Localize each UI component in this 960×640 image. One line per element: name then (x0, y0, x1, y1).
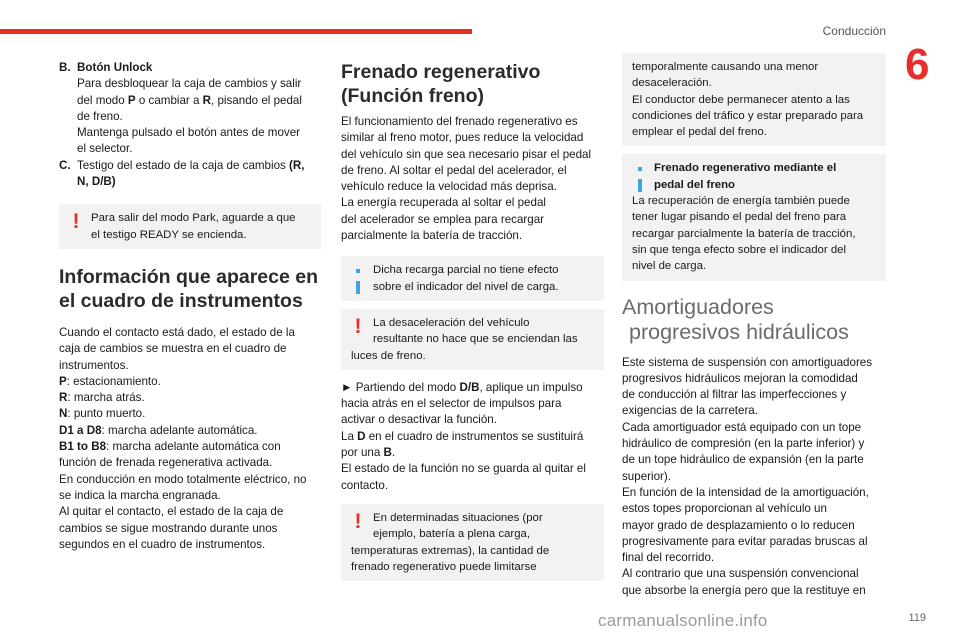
text-line: La D en el cuadro de instrumentos se sustituirá (341, 429, 584, 443)
text-line: ► Partiendo del modo D/B, aplique un impulso (341, 380, 583, 394)
warning-box-limits (341, 504, 604, 581)
warning-box-park (59, 204, 321, 249)
regen-procedure (341, 380, 604, 494)
regen-body (341, 114, 604, 244)
text-line: segundos en el cuadro de instrumentos. (59, 537, 266, 551)
text-line: activar o desactivar la función. (341, 413, 497, 427)
text-line: R: marcha atrás. (59, 391, 145, 405)
text-line: de freno. (77, 109, 123, 123)
column-3 (622, 53, 886, 599)
heading-line: Amortiguadores (622, 294, 774, 319)
column-2 (341, 60, 604, 581)
shock-absorbers-body (622, 355, 886, 599)
text-line: condiciones del tráfico y estar preparado para (632, 109, 864, 122)
list-label: C. (59, 158, 71, 172)
text-line: El funcionamiento del frenado regenerativo es (341, 115, 578, 128)
heading-line: (Función freno) (341, 85, 484, 107)
info-icon (633, 162, 647, 197)
text-line: se indica la marcha engranada. (59, 488, 221, 502)
text-line: del vehículo sin que sea necesario pisar el pedal (341, 147, 592, 161)
info-box-brake-pedal (622, 154, 886, 280)
text-line: instrumentos. (59, 358, 129, 372)
text-line: el testigo READY se encienda. (91, 228, 247, 241)
text-line: parcialmente la batería de tracción. (341, 229, 523, 243)
text-line: temperaturas extremas), la cantidad de (351, 544, 550, 557)
text-line: Al contrario que una suspensión convencional (622, 567, 859, 581)
section-title: Conducción (822, 24, 886, 38)
text-line: Mantenga pulsado el botón antes de mover (77, 126, 301, 140)
text-line: mayor grado de desplazamiento o lo reducen (622, 518, 855, 532)
watermark: carmanualsonline.info (598, 611, 768, 630)
text-line: temporalmente causando una menor (632, 61, 819, 73)
unlock-title: Botón Unlock (77, 61, 153, 74)
chapter-number: 6 (905, 40, 930, 89)
info-icon (351, 264, 365, 299)
text-line: similar al freno motor, pues reduce la velocidad (341, 131, 584, 145)
page-number: 119 (908, 612, 926, 624)
text-line: El estado de la función no se guarda al quitar el (341, 462, 586, 476)
info-box-charge (341, 256, 604, 301)
text-line: el selector. (77, 142, 133, 156)
instrument-info-body (59, 325, 321, 553)
text-line: estos topes proporcionan al vehículo un (622, 502, 827, 516)
heading-line: progresivos hidráulicos (629, 319, 849, 344)
text-line: Para desbloquear la caja de cambios y salir (77, 77, 302, 91)
text-line: desaceleración. (632, 77, 712, 90)
text-line: del modo P o cambiar a R, pisando el pedal (77, 93, 302, 107)
text-line: Este sistema de suspensión con amortiguadores (622, 355, 873, 369)
text-line: progresivos hidráulicos mejoran la comodidad (622, 371, 858, 385)
text-line: sobre el indicador del nivel de carga. (373, 280, 559, 293)
text-line: En determinadas situaciones (por (373, 511, 543, 524)
text-line: El conductor debe permanecer atento a las (632, 93, 850, 106)
text-line: del acelerador se emplea para recargar (341, 212, 545, 226)
text-line: La energía recuperada al soltar el pedal (341, 196, 546, 210)
column-1 (59, 60, 321, 553)
heading-regenerative-braking (341, 60, 604, 108)
warning-box-continued (622, 53, 886, 146)
text-line: nivel de carga. (632, 260, 707, 273)
info-title: pedal del freno (654, 178, 736, 191)
header-accent-bar (0, 29, 472, 34)
text-line: En conducción en modo totalmente eléctrico, no (59, 472, 307, 486)
text-line: Dicha recarga parcial no tiene efecto (373, 264, 559, 277)
text-line: de freno. Al soltar el pedal del acelerador, el (341, 163, 567, 177)
list-item-c (59, 158, 321, 191)
text-line: La recuperación de energía también puede (632, 195, 850, 208)
text-line: luces de freno. (351, 349, 426, 362)
text-line: emplear el pedal del freno. (632, 126, 767, 139)
text-line: final del recorrido. (622, 551, 715, 565)
text-line: frenado regenerativo puede limitarse (351, 560, 537, 573)
text-line: Testigo del estado de la caja de cambios (R, (77, 158, 305, 172)
heading-line: Frenado regenerativo (341, 61, 541, 83)
warning-box-brake-lights (341, 309, 604, 370)
text-line: N: punto muerto. (59, 407, 146, 421)
text-line: superior). (622, 469, 671, 483)
text-line: progresivamente para evitar paradas bruscas al (622, 534, 868, 548)
text-line: que absorbe la energía pero que la restituye en (622, 583, 866, 597)
text-line: tener lugar pisando el pedal del freno para (632, 211, 847, 224)
heading-instrument-info (59, 265, 321, 313)
info-body (632, 193, 876, 274)
text-line: función de frenada regenerativa activada. (59, 456, 273, 470)
text-line: exigencias de la carretera. (622, 404, 758, 418)
text-line: sin que tenga efecto sobre el indicador del (632, 243, 847, 256)
list-item-b (59, 60, 321, 158)
text-line: B1 to B8: marcha adelante automática con (59, 440, 281, 454)
text-line: por una B. (341, 446, 396, 460)
warning-icon: ! (354, 314, 362, 338)
text-line: de un tope hidráulico de expansión (en la parte (622, 453, 864, 467)
text-line: caja de cambios se muestra en el cuadro de (59, 342, 287, 356)
text-line: Para salir del modo Park, aguarde a que (91, 212, 296, 225)
text-line: La desaceleración del vehículo (373, 316, 530, 329)
text-line: hacia atrás en el selector de impulsos para (341, 397, 562, 411)
text-line: D1 a D8: marcha adelante automática. (59, 423, 258, 437)
text-line: Cada amortiguador está equipado con un tope (622, 420, 862, 434)
text-line: ejemplo, batería a plena carga, (373, 528, 531, 541)
text-line: hidráulico de compresión (en la parte inferior) y (622, 437, 865, 451)
info-title: Frenado regenerativo mediante el (654, 162, 837, 175)
text-line: de conducción al filtrar las imperfecciones y (622, 388, 847, 402)
text-line: contacto. (341, 478, 389, 492)
list-label: B. (59, 61, 71, 74)
text-line: resultante no hace que se enciendan las (373, 333, 578, 346)
text-line: N, D/B) (77, 175, 116, 189)
text-line: En función de la intensidad de la amortiguación, (622, 485, 869, 499)
text-line: vehículo reduce la velocidad más deprisa. (341, 180, 557, 194)
heading-line: el cuadro de instrumentos (59, 289, 303, 312)
heading-line: Información que aparece en (59, 265, 318, 288)
warning-icon: ! (72, 210, 80, 234)
text-line: Cuando el contacto está dado, el estado de la (59, 325, 295, 339)
warning-icon: ! (354, 509, 362, 533)
heading-shock-absorbers (622, 295, 886, 345)
text-line: recargar parcialmente la batería de tracción, (632, 227, 856, 240)
text-line: Al quitar el contacto, el estado de la caja de (59, 505, 284, 519)
text-line: cambios se sigue mostrando durante unos (59, 521, 278, 535)
text-line: P: estacionamiento. (59, 374, 161, 388)
